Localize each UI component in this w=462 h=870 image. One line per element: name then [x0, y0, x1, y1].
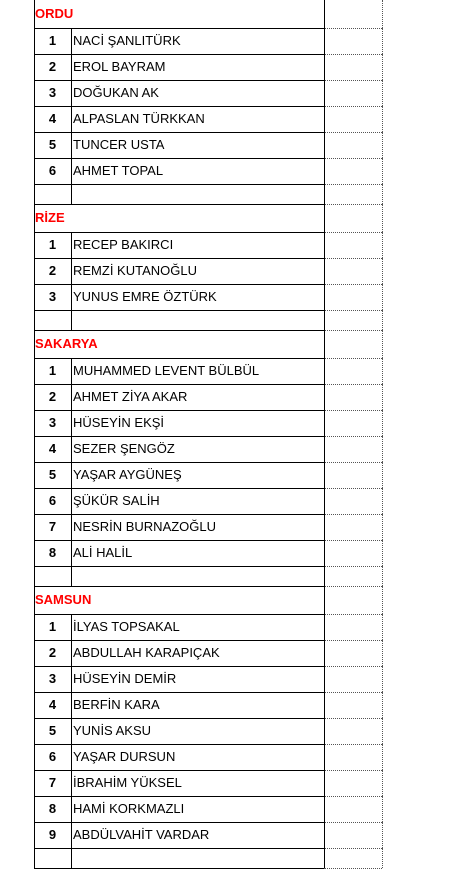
extra-cell[interactable]: [324, 718, 382, 744]
member-name[interactable]: NESRİN BURNAZOĞLU: [73, 519, 217, 534]
grid-line: [324, 692, 325, 718]
grid-line: [71, 822, 72, 848]
member-name[interactable]: ABDÜLVAHİT VARDAR: [73, 827, 210, 842]
grid-line: [382, 770, 383, 796]
grid-line: [34, 158, 35, 184]
grid-line: [324, 666, 325, 692]
extra-cell[interactable]: [324, 204, 382, 232]
row-number[interactable]: 1: [48, 363, 57, 378]
extra-cell[interactable]: [324, 330, 382, 358]
grid-line: [34, 184, 35, 204]
row-number[interactable]: 3: [48, 289, 57, 304]
member-name[interactable]: TUNCER USTA: [73, 137, 165, 152]
member-name[interactable]: ABDULLAH KARAPIÇAK: [73, 645, 220, 660]
grid-line: [71, 410, 72, 436]
extra-cell[interactable]: [324, 28, 382, 54]
table-row: [0, 796, 462, 822]
grid-line: [71, 132, 72, 158]
grid-line: [382, 614, 383, 640]
row-number[interactable]: 4: [48, 111, 57, 126]
grid-line: [71, 384, 72, 410]
row-number[interactable]: 2: [48, 59, 57, 74]
grid-line: [71, 158, 72, 184]
grid-line: [382, 586, 383, 614]
section-title[interactable]: RİZE: [35, 210, 65, 225]
grid-line: [71, 106, 72, 132]
grid-line: [34, 28, 35, 54]
extra-cell[interactable]: [324, 358, 382, 384]
grid-line: [71, 232, 72, 258]
grid-line: [324, 868, 382, 869]
grid-line: [324, 410, 325, 436]
grid-line: [34, 640, 35, 666]
member-name[interactable]: SEZER ŞENGÖZ: [73, 441, 175, 456]
grid-line: [71, 184, 72, 204]
grid-line: [382, 462, 383, 488]
grid-line: [324, 514, 325, 540]
grid-line: [382, 28, 383, 54]
member-name[interactable]: AHMET TOPAL: [73, 163, 164, 178]
grid-line: [324, 462, 325, 488]
row-number[interactable]: 5: [48, 467, 57, 482]
table-row: [0, 462, 462, 488]
extra-cell[interactable]: [324, 514, 382, 540]
member-name[interactable]: NACİ ŞANLITÜRK: [73, 33, 181, 48]
section-title[interactable]: SAMSUN: [35, 592, 92, 607]
grid-line: [324, 0, 325, 28]
extra-cell[interactable]: [324, 640, 382, 666]
extra-cell[interactable]: [324, 106, 382, 132]
grid-line: [71, 540, 72, 566]
section-header-row: [0, 586, 462, 614]
grid-line: [324, 566, 325, 586]
table-row: [0, 54, 462, 80]
grid-line: [324, 718, 325, 744]
grid-line: [34, 310, 35, 330]
grid-line: [34, 0, 35, 28]
section-header-row: [0, 0, 462, 28]
grid-line: [382, 358, 383, 384]
grid-line: [34, 848, 35, 868]
grid-line: [71, 436, 72, 462]
extra-cell[interactable]: [324, 410, 382, 436]
grid-line: [382, 796, 383, 822]
grid-line: [34, 566, 35, 586]
section-header-row: [0, 204, 462, 232]
member-name[interactable]: RECEP BAKIRCI: [73, 237, 174, 252]
grid-line: [382, 540, 383, 566]
grid-line: [71, 718, 72, 744]
row-number[interactable]: 8: [48, 545, 57, 560]
grid-line: [71, 796, 72, 822]
member-name[interactable]: MUHAMMED LEVENT BÜLBÜL: [73, 363, 260, 378]
extra-cell[interactable]: [324, 770, 382, 796]
grid-line: [34, 586, 35, 614]
extra-cell[interactable]: [324, 822, 382, 848]
grid-line: [382, 232, 383, 258]
member-name[interactable]: REMZİ KUTANOĞLU: [73, 263, 197, 278]
grid-line: [324, 586, 325, 614]
grid-line: [382, 184, 383, 204]
grid-line: [71, 614, 72, 640]
member-name[interactable]: HAMİ KORKMAZLI: [73, 801, 185, 816]
extra-cell[interactable]: [324, 692, 382, 718]
row-number[interactable]: 4: [48, 441, 57, 456]
grid-line: [34, 796, 35, 822]
extra-cell[interactable]: [324, 462, 382, 488]
grid-line: [324, 132, 325, 158]
grid-line: [324, 28, 325, 54]
extra-cell[interactable]: [324, 540, 382, 566]
grid-line: [324, 488, 325, 514]
table-row: [0, 232, 462, 258]
grid-line: [382, 848, 383, 868]
grid-line: [324, 284, 325, 310]
grid-line: [324, 848, 325, 868]
grid-line: [34, 822, 35, 848]
extra-cell[interactable]: [324, 158, 382, 184]
grid-line: [71, 28, 72, 54]
grid-line: [382, 744, 383, 770]
grid-line: [324, 204, 325, 232]
grid-line: [324, 614, 325, 640]
extra-cell[interactable]: [324, 488, 382, 514]
grid-line: [324, 258, 325, 284]
grid-line: [324, 822, 325, 848]
grid-line: [324, 384, 325, 410]
grid-line: [382, 666, 383, 692]
table-row: [0, 436, 462, 462]
table-row: [0, 744, 462, 770]
member-name[interactable]: HÜSEYİN DEMİR: [73, 671, 177, 686]
table-row: [0, 640, 462, 666]
extra-cell[interactable]: [324, 310, 382, 330]
grid-line: [71, 566, 72, 586]
grid-line: [324, 310, 325, 330]
grid-line: [34, 488, 35, 514]
grid-line: [382, 822, 383, 848]
row-number[interactable]: 7: [48, 775, 57, 790]
row-number[interactable]: 1: [48, 237, 57, 252]
grid-line: [34, 770, 35, 796]
grid-line: [382, 158, 383, 184]
grid-line: [34, 384, 35, 410]
grid-line: [34, 868, 324, 869]
grid-line: [382, 692, 383, 718]
extra-cell[interactable]: [324, 0, 382, 28]
grid-line: [382, 310, 383, 330]
table-row: [0, 410, 462, 436]
grid-line: [34, 692, 35, 718]
extra-cell[interactable]: [324, 132, 382, 158]
grid-line: [324, 796, 325, 822]
grid-line: [71, 80, 72, 106]
table-row: [0, 666, 462, 692]
empty-row: [0, 310, 462, 330]
section-title[interactable]: ORDU: [35, 6, 74, 21]
row-number[interactable]: 9: [48, 827, 57, 842]
row-number[interactable]: 4: [48, 697, 57, 712]
grid-line: [324, 232, 325, 258]
grid-line: [34, 540, 35, 566]
table-row: [0, 158, 462, 184]
grid-line: [34, 106, 35, 132]
member-name[interactable]: İBRAHİM YÜKSEL: [73, 775, 182, 790]
row-number[interactable]: 3: [48, 671, 57, 686]
grid-line: [382, 284, 383, 310]
grid-line: [324, 330, 325, 358]
row-number[interactable]: 7: [48, 519, 57, 534]
member-name[interactable]: YUNİS AKSU: [73, 723, 152, 738]
extra-cell[interactable]: [324, 566, 382, 586]
grid-line: [71, 54, 72, 80]
grid-line: [34, 410, 35, 436]
member-name[interactable]: YAŞAR DURSUN: [73, 749, 176, 764]
member-name[interactable]: ALİ HALİL: [73, 545, 133, 560]
extra-cell[interactable]: [324, 80, 382, 106]
member-name[interactable]: ALPASLAN TÜRKKAN: [73, 111, 205, 126]
grid-line: [34, 666, 35, 692]
extra-cell[interactable]: [324, 666, 382, 692]
empty-row: [0, 566, 462, 586]
table-row: [0, 822, 462, 848]
extra-cell[interactable]: [324, 586, 382, 614]
row-number[interactable]: 1: [48, 619, 57, 634]
member-name[interactable]: ŞÜKÜR SALİH: [73, 493, 160, 508]
member-name[interactable]: EROL BAYRAM: [73, 59, 166, 74]
grid-line: [324, 358, 325, 384]
grid-line: [34, 232, 35, 258]
grid-line: [382, 330, 383, 358]
table-row: [0, 540, 462, 566]
extra-cell[interactable]: [324, 54, 382, 80]
row-number[interactable]: 3: [48, 415, 57, 430]
table-row: [0, 132, 462, 158]
grid-line: [34, 132, 35, 158]
grid-line: [71, 488, 72, 514]
table-row: [0, 358, 462, 384]
grid-line: [71, 514, 72, 540]
table-row: [0, 284, 462, 310]
extra-cell[interactable]: [324, 284, 382, 310]
table-row: [0, 718, 462, 744]
table-row: [0, 384, 462, 410]
grid-line: [382, 204, 383, 232]
table-row: [0, 692, 462, 718]
grid-line: [34, 614, 35, 640]
grid-line: [324, 106, 325, 132]
grid-line: [324, 54, 325, 80]
grid-line: [34, 204, 35, 232]
row-number[interactable]: 2: [48, 263, 57, 278]
row-number[interactable]: 1: [48, 33, 57, 48]
section-header-row: [0, 330, 462, 358]
grid-line: [324, 436, 325, 462]
grid-line: [71, 692, 72, 718]
row-number[interactable]: 2: [48, 645, 57, 660]
member-name[interactable]: AHMET ZİYA AKAR: [73, 389, 188, 404]
row-number[interactable]: 2: [48, 389, 57, 404]
grid-line: [382, 514, 383, 540]
grid-line: [34, 718, 35, 744]
grid-line: [324, 184, 325, 204]
extra-cell[interactable]: [324, 848, 382, 868]
extra-cell[interactable]: [324, 384, 382, 410]
grid-line: [71, 666, 72, 692]
extra-cell[interactable]: [324, 614, 382, 640]
table-row: [0, 770, 462, 796]
grid-line: [71, 848, 72, 868]
grid-line: [382, 106, 383, 132]
extra-cell[interactable]: [324, 232, 382, 258]
grid-line: [71, 358, 72, 384]
table-row: [0, 28, 462, 54]
grid-line: [71, 770, 72, 796]
grid-line: [34, 462, 35, 488]
grid-line: [34, 80, 35, 106]
table-row: [0, 614, 462, 640]
extra-cell[interactable]: [324, 258, 382, 284]
row-number[interactable]: 6: [48, 493, 57, 508]
extra-cell[interactable]: [324, 184, 382, 204]
grid-line: [71, 640, 72, 666]
grid-line: [382, 410, 383, 436]
extra-cell[interactable]: [324, 436, 382, 462]
row-number[interactable]: 8: [48, 801, 57, 816]
grid-line: [324, 80, 325, 106]
grid-line: [382, 566, 383, 586]
grid-line: [34, 436, 35, 462]
row-number[interactable]: 5: [48, 137, 57, 152]
grid-line: [34, 330, 35, 358]
table-row: [0, 514, 462, 540]
table-row: [0, 80, 462, 106]
section-title[interactable]: SAKARYA: [35, 336, 98, 351]
grid-line: [34, 744, 35, 770]
member-name[interactable]: DOĞUKAN AK: [73, 85, 159, 100]
grid-line: [34, 54, 35, 80]
table-row: [0, 258, 462, 284]
grid-line: [382, 132, 383, 158]
member-name[interactable]: HÜSEYİN EKŞİ: [73, 415, 165, 430]
grid-line: [34, 284, 35, 310]
extra-cell[interactable]: [324, 796, 382, 822]
grid-line: [382, 488, 383, 514]
grid-line: [382, 0, 383, 28]
empty-row: [0, 848, 462, 868]
member-name[interactable]: BERFİN KARA: [73, 697, 160, 712]
grid-line: [324, 770, 325, 796]
member-name[interactable]: YUNUS EMRE ÖZTÜRK: [73, 289, 217, 304]
extra-cell[interactable]: [324, 744, 382, 770]
grid-line: [382, 54, 383, 80]
grid-line: [382, 640, 383, 666]
member-name[interactable]: İLYAS TOPSAKAL: [73, 619, 180, 634]
grid-line: [382, 384, 383, 410]
row-number[interactable]: 6: [48, 749, 57, 764]
member-name[interactable]: YAŞAR AYGÜNEŞ: [73, 467, 182, 482]
grid-line: [34, 258, 35, 284]
table-row: [0, 106, 462, 132]
grid-line: [71, 258, 72, 284]
row-number[interactable]: 3: [48, 85, 57, 100]
grid-line: [382, 80, 383, 106]
grid-line: [324, 640, 325, 666]
grid-line: [324, 744, 325, 770]
empty-row: [0, 184, 462, 204]
grid-line: [71, 744, 72, 770]
grid-line: [34, 514, 35, 540]
row-number[interactable]: 6: [48, 163, 57, 178]
grid-line: [71, 462, 72, 488]
grid-line: [382, 258, 383, 284]
row-number[interactable]: 5: [48, 723, 57, 738]
table-row: [0, 488, 462, 514]
grid-line: [382, 718, 383, 744]
grid-line: [382, 436, 383, 462]
grid-line: [324, 540, 325, 566]
grid-line: [71, 284, 72, 310]
grid-line: [324, 158, 325, 184]
grid-line: [34, 358, 35, 384]
grid-line: [71, 310, 72, 330]
